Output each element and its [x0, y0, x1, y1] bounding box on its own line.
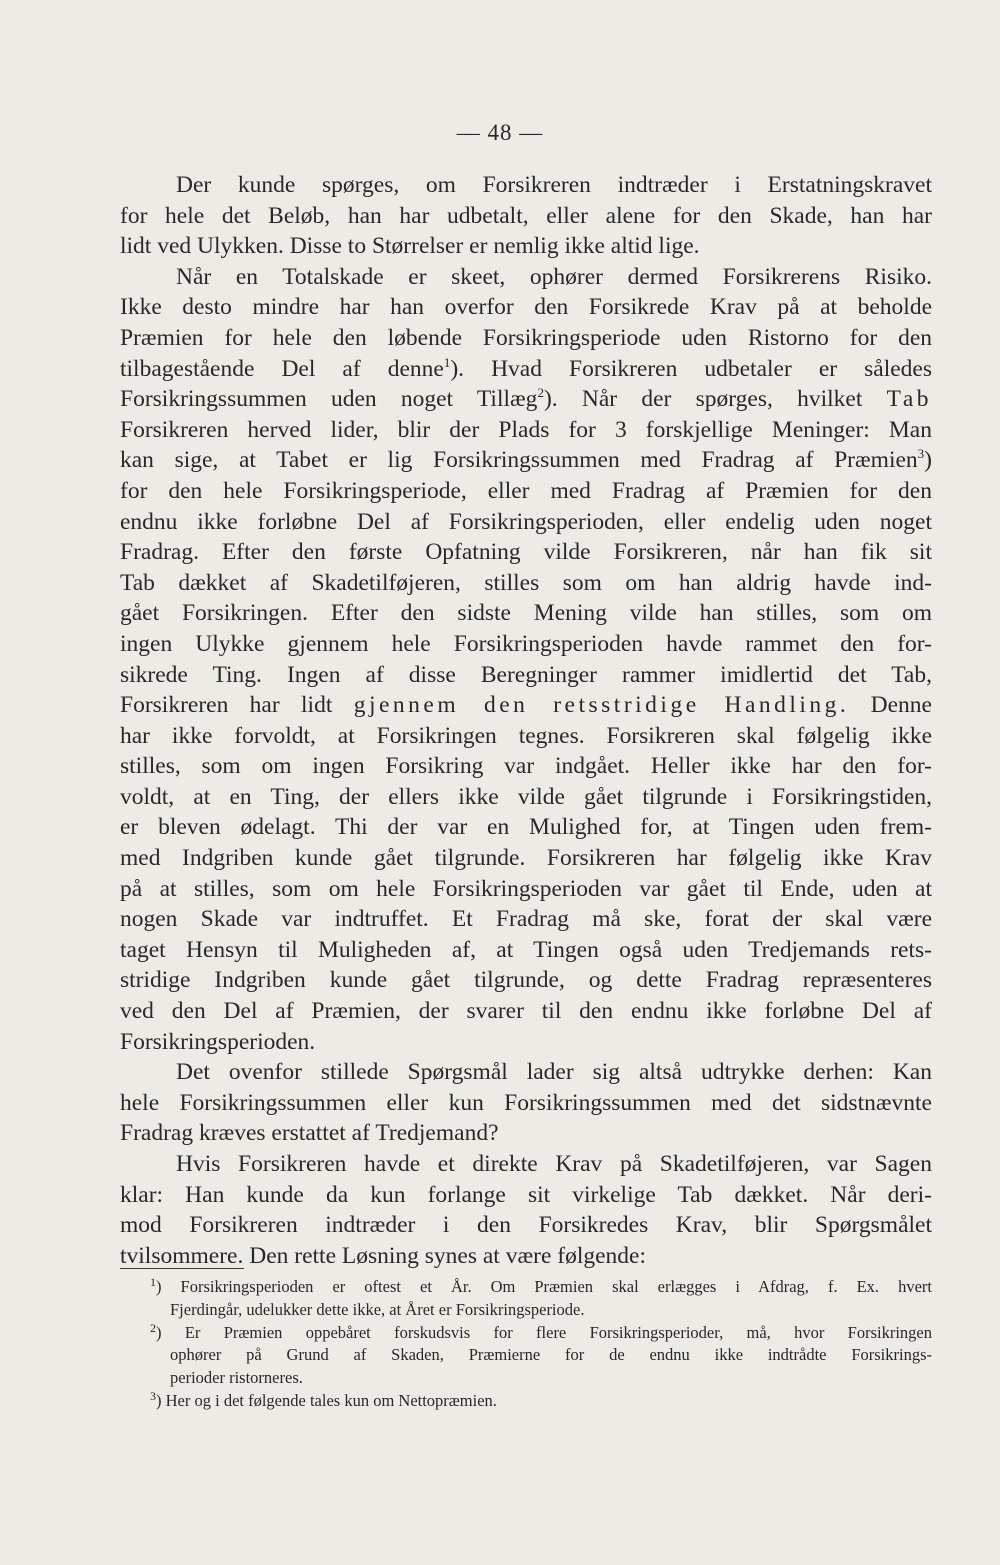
footnote-text: Er Præmien oppebåret forskudsvis for flere Forsikringsperioder, må, hvor Forsikringen: [184, 1322, 933, 1342]
footnote-marker: 1: [150, 1275, 156, 1289]
text-line: [120, 629, 932, 660]
text-line: [120, 507, 932, 538]
line-text: er bleven ødelagt. Thi der var en Mulighed for, at Tingen uden frem-: [120, 814, 932, 841]
text-line: [120, 843, 932, 874]
line-text: ). Når der spørges, hvilket: [543, 386, 863, 413]
text-line: [120, 965, 932, 996]
line-text: voldt, at en Ting, der ellers ikke vilde gået tilgrunde i Forsikringstiden,: [120, 783, 932, 810]
text-line: [120, 568, 932, 599]
footnote-text: Her og i det følgende tales kun om Nettopræmien.: [165, 1390, 497, 1410]
text-line: [120, 598, 932, 629]
text-line: [120, 812, 932, 843]
line-text: ). Hvad Forsikreren udbetaler er således: [450, 355, 932, 382]
emphasized-text: gjennem den retsstridige Handling.: [353, 692, 850, 719]
text-line: [120, 660, 932, 691]
text-line: [120, 292, 932, 323]
line-text: tvilsommere. Den rette Løsning synes at være følgende:: [120, 1242, 647, 1269]
footnote-text: Forsikringsperioden er oftest et År. Om Præmien skal erlægges i Afdrag, f. Ex. hvert: [180, 1277, 932, 1296]
footnote-separator: [120, 1268, 244, 1269]
text-line: [120, 476, 932, 507]
line-text: Ikke desto mindre har han overfor den Forsikrede Krav på at beholde: [120, 294, 932, 321]
text-line: [120, 904, 932, 935]
footnote-text: perioder ristorneres.: [170, 1368, 303, 1388]
line-text: hele Forsikringssummen eller kun Forsikringssummen med det sidstnævnte: [120, 1089, 932, 1116]
footnote-text: Fjerdingår, udelukker dette ikke, at Året er Forsikringsperiode.: [170, 1299, 585, 1319]
line-text: på at stilles, som om hele Forsikringsperioden var gået til Ende, uden at: [120, 875, 932, 902]
text-line: [120, 415, 932, 446]
body-text: [120, 170, 932, 1271]
line-text: endnu ikke forløbne Del af Forsikringsperioden, eller endelig uden noget: [120, 508, 932, 535]
line-text: Denne: [849, 692, 932, 719]
line-text: nogen Skade var indtruffet. Et Fradrag må ske, forat der skal være: [120, 906, 932, 933]
text-line: [120, 874, 932, 905]
line-text: Forsikringssummen uden noget Tillæg: [120, 386, 538, 413]
line-text: ved den Del af Præmien, der svarer til den endnu ikke forløbne Del af: [120, 998, 932, 1025]
text-line: [120, 1210, 932, 1241]
text-line: [120, 721, 932, 752]
footnote-text: ophører på Grund af Skaden, Præmierne for de endnu ikke indtrådte Forsikrings-: [170, 1345, 932, 1365]
line-text: Forsikringsperioden.: [120, 1028, 316, 1055]
footnote-line: [120, 1367, 932, 1390]
page-number: — 48 —: [456, 120, 544, 145]
line-text: for hele det Beløb, han har udbetalt, eller alene for den Skade, han har: [120, 202, 932, 229]
line-text: lidt ved Ulykken. Disse to Størrelser er nemlig ikke altid lige.: [120, 233, 700, 260]
footnote-reference: 1: [443, 354, 451, 370]
text-line: [120, 935, 932, 966]
footnote-marker: 3: [150, 1388, 156, 1403]
footnote-reference: 3: [917, 446, 925, 462]
line-text: Fradrag. Efter den første Opfatning vilde Forsikreren, når han fik sit: [120, 539, 932, 566]
line-text: Præmien for hele den løbende Forsikringsperiode uden Ristorno for den: [120, 324, 932, 351]
text-line: [120, 201, 932, 232]
text-line: [120, 1027, 932, 1058]
line-text: Tab dækket af Skadetilføjeren, stilles som om han aldrig havde ind-: [120, 569, 932, 596]
footnote-line: [120, 1344, 932, 1367]
line-text: har ikke forvoldt, at Forsikringen tegnes. Forsikreren skal følgelig ikke: [120, 722, 932, 749]
text-line: [120, 384, 932, 415]
footnotes: [120, 1276, 932, 1413]
text-line: [120, 996, 932, 1027]
text-line: [120, 262, 932, 293]
text-line: [120, 1180, 932, 1211]
line-text: med Indgriben kunde gået tilgrunde. Forsikreren har følgelig ikke Krav: [120, 845, 932, 872]
line-text: Fradrag kræves erstattet af Tredjemand?: [120, 1120, 499, 1147]
line-text: gået Forsikringen. Efter den sidste Mening vilde han stilles, som om: [120, 600, 932, 627]
text-line: [120, 1241, 932, 1272]
line-text: taget Hensyn til Muligheden af, at Tingen også uden Tredjemands rets-: [120, 936, 932, 963]
text-line: [120, 231, 932, 262]
line-text: Forsikreren herved lider, blir der Plads for 3 forskjellige Meninger: Man: [120, 416, 932, 443]
line-text: stilles, som om ingen Forsikring var indgået. Heller ikke har den for-: [120, 753, 932, 780]
line-text: sikrede Ting. Ingen af disse Beregninger rammer imidlertid det Tab,: [120, 661, 932, 688]
line-text: ): [924, 447, 932, 474]
footnote-reference: 2: [537, 385, 544, 401]
line-text: Når en Totalskade er skeet, ophører dermed Forsikrerens Risiko.: [176, 263, 932, 290]
text-line: [120, 170, 932, 201]
text-line: [120, 1088, 932, 1119]
line-text: Hvis Forsikreren havde et direkte Krav på Skadetilføjeren, var Sagen: [176, 1151, 932, 1177]
line-text: kan sige, at Tabet er lig Forsikringssummen med Fradrag af Præmien: [120, 447, 918, 474]
line-text: mod Forsikreren indtræder i den Forsikredes Krav, blir Spørgsmålet: [120, 1212, 932, 1239]
line-text: Forsikreren har lidt: [120, 692, 354, 719]
text-line: [120, 782, 932, 813]
line-text: Der kunde spørges, om Forsikreren indtræder i Erstatningskravet: [176, 172, 932, 198]
text-line: [120, 445, 932, 476]
text-line: [120, 690, 932, 721]
text-line: [120, 1149, 932, 1180]
text-line: [120, 751, 932, 782]
line-text: ingen Ulykke gjennem hele Forsikringsperioden havde rammet den for-: [120, 630, 932, 657]
text-line: [120, 1057, 932, 1088]
footnote-line: [120, 1299, 932, 1322]
footnote-line: $^1$) Forsikringsperioden er oftest et År. Om Præmien skal erlægges i Afdrag, f. Ex. hvert: [150, 1275, 932, 1296]
line-text: klar: Han kunde da kun forlange sit virkelige Tab dækket. Når deri-: [120, 1181, 932, 1208]
text-line: [120, 537, 932, 568]
line-text: stridige Indgriben kunde gået tilgrunde, og dette Fradrag repræsenteres: [120, 967, 932, 994]
text-line: [120, 1118, 932, 1149]
footnote-line: $^3$) Her og i det følgende tales kun om Nettopræmien.: [150, 1388, 497, 1410]
footnote-line: $^2$) Er Præmien oppebåret forskudsvis for flere Forsikringsperioder, må, hvor Forsikringen: [150, 1320, 933, 1342]
line-text: tilbagestående Del af denne: [120, 355, 444, 382]
line-text: for den hele Forsikringsperiode, eller med Fradrag af Præmien for den: [120, 477, 932, 504]
emphasized-text: Tab: [886, 386, 933, 413]
footnote-marker: 2: [150, 1320, 156, 1335]
text-line: [120, 354, 932, 385]
text-line: [120, 323, 932, 354]
line-text: Det ovenfor stillede Spørgsmål lader sig altså udtrykke derhen: Kan: [176, 1059, 932, 1086]
